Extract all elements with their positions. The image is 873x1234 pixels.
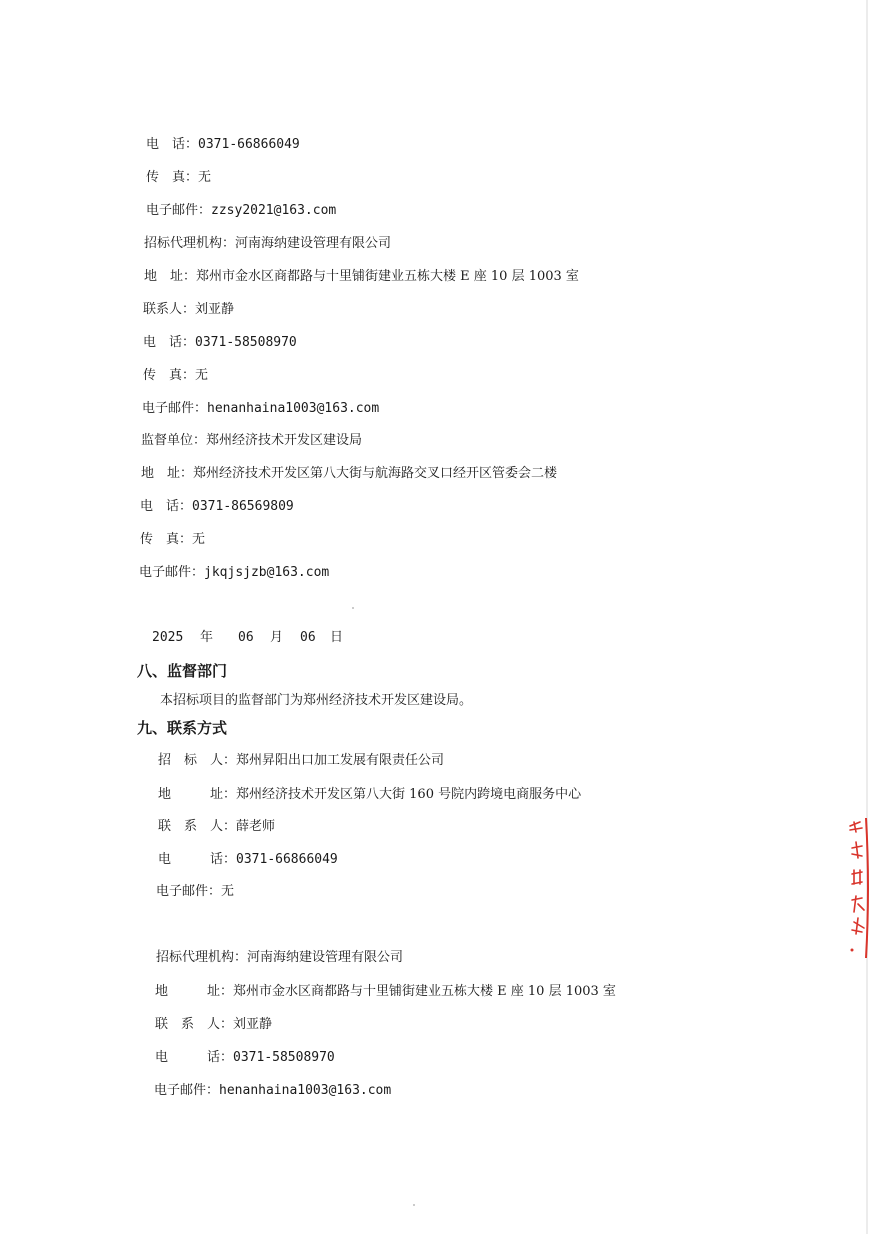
label: 监督单位： — [141, 433, 207, 448]
block1-fax-1 — [146, 169, 211, 187]
label: 联系人： — [143, 302, 196, 317]
seal-stamp-partial — [846, 818, 870, 958]
date-month: 06 — [238, 630, 254, 645]
date-year: 2025 — [152, 630, 184, 645]
label: 传 真： — [146, 170, 199, 185]
value: 0371-58508970 — [233, 1050, 335, 1065]
label: 招标代理机构： — [156, 950, 248, 965]
block1-agency — [144, 235, 391, 253]
value: 0371-66866049 — [198, 137, 300, 152]
date-day: 06 — [300, 630, 316, 645]
contact-phone — [158, 851, 338, 869]
label: 招标代理机构： — [144, 236, 236, 251]
value: 河南海纳建设管理有限公司 — [235, 236, 392, 251]
page-edge-shadow — [866, 0, 868, 1234]
block1-fax-2 — [143, 367, 208, 385]
value: 0371-58508970 — [195, 335, 297, 350]
label: 传 真： — [140, 532, 193, 547]
value: 河南海纳建设管理有限公司 — [247, 950, 404, 965]
section9-heading: 九、联系方式 — [137, 719, 228, 737]
block1-address-1 — [144, 268, 579, 286]
label: 招 标 人： — [158, 753, 237, 768]
section8-body: 本招标项目的监督部门为郑州经济技术开发区建设局。 — [160, 693, 473, 708]
label: 电 话： — [143, 335, 196, 350]
label: 地 址： — [158, 787, 237, 802]
block1-email-3 — [139, 564, 329, 582]
section8-heading: 八、监督部门 — [137, 662, 228, 680]
date-month-unit: 月 — [270, 630, 284, 645]
label: 地 址： — [155, 984, 234, 999]
label: 传 真： — [143, 368, 196, 383]
value: 0371-86569809 — [192, 499, 294, 514]
label: 电子邮件： — [156, 884, 222, 899]
value: 郑州市金水区商都路与十里铺街建业五栋大楼 E 座 10 层 1003 室 — [196, 269, 579, 284]
value: 无 — [192, 532, 206, 547]
agency-address — [155, 983, 616, 1001]
contact-email — [156, 883, 234, 901]
value: 郑州昇阳出口加工发展有限责任公司 — [236, 753, 445, 768]
label: 电 话： — [158, 852, 237, 867]
block1-phone-2 — [143, 334, 297, 352]
block1-email-1 — [146, 202, 336, 220]
contact-tenderer — [158, 752, 444, 770]
block1-fax-3 — [140, 531, 205, 549]
value: 郑州经济技术开发区第八大街 160 号院内跨境电商服务中心 — [236, 787, 582, 802]
label: 电子邮件： — [146, 203, 212, 218]
value: 郑州经济技术开发区建设局 — [206, 433, 363, 448]
label: 电子邮件： — [142, 401, 208, 416]
agency-contact — [155, 1016, 272, 1034]
agency-name — [156, 949, 403, 967]
block1-contact — [143, 301, 234, 319]
value: henanhaina1003@163.com — [207, 401, 380, 416]
scan-speck — [352, 607, 354, 609]
value: 薛老师 — [236, 819, 276, 834]
label: 地 址： — [144, 269, 197, 284]
label: 电 话： — [146, 137, 199, 152]
block1-email-2 — [142, 400, 379, 418]
label: 电 话： — [140, 499, 193, 514]
label: 电子邮件： — [139, 565, 205, 580]
contact-person — [158, 818, 275, 836]
value: henanhaina1003@163.com — [219, 1083, 392, 1098]
block1-phone-1 — [146, 136, 300, 154]
date-day-unit: 日 — [330, 630, 344, 645]
label: 电子邮件： — [154, 1083, 220, 1098]
value: 刘亚静 — [233, 1017, 273, 1032]
label: 联 系 人： — [158, 819, 237, 834]
value: zzsy2021@163.com — [211, 203, 337, 218]
block1-address-2 — [141, 465, 557, 483]
label: 电 话： — [155, 1050, 234, 1065]
scan-speck — [413, 1204, 415, 1206]
value: 刘亚静 — [195, 302, 235, 317]
agency-phone — [155, 1049, 335, 1067]
block1-supervisor — [141, 432, 362, 450]
value: 0371-66866049 — [236, 852, 338, 867]
contact-address — [158, 786, 581, 804]
label: 联 系 人： — [155, 1017, 234, 1032]
document-date — [152, 629, 343, 647]
value: 无 — [195, 368, 209, 383]
label: 地 址： — [141, 466, 194, 481]
value: 无 — [221, 884, 235, 899]
value: jkqjsjzb@163.com — [204, 565, 330, 580]
block1-phone-3 — [140, 498, 294, 516]
date-year-unit: 年 — [200, 630, 214, 645]
value: 郑州市金水区商都路与十里铺街建业五栋大楼 E 座 10 层 1003 室 — [233, 984, 616, 999]
value: 郑州经济技术开发区第八大街与航海路交叉口经开区管委会二楼 — [193, 466, 558, 481]
value: 无 — [198, 170, 212, 185]
agency-email — [154, 1082, 391, 1100]
